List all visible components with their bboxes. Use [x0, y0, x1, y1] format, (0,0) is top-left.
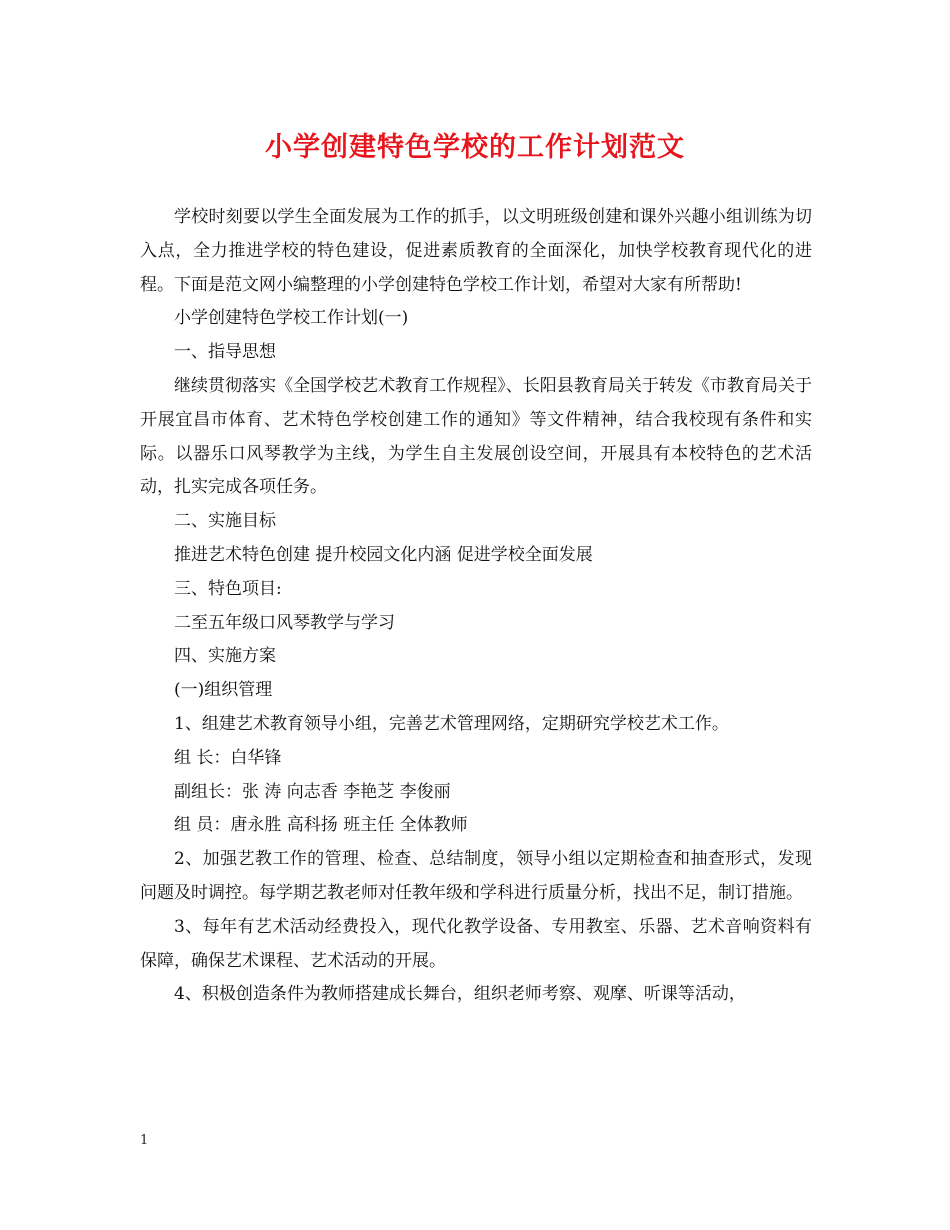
section-heading-guiding-ideology: 一、指导思想: [174, 342, 276, 363]
section-heading-feature-project: 三、特色项目:: [174, 578, 282, 599]
paragraph-item-2: 2、加强艺教工作的管理、检查、总结制度，领导小组以定期检查和抽查形式，发现问题及时调控。每学期艺教老师对任教年级和学科进行质量分析，找出不足，制订措施。: [140, 849, 812, 903]
paragraph-goals: 推进艺术特色创建 提升校园文化内涵 促进学校全面发展: [174, 544, 593, 565]
document-title: 小学创建特色学校的工作计划范文: [265, 132, 685, 163]
section-heading-goals: 二、实施目标: [174, 511, 276, 532]
document-body: [140, 201, 812, 1012]
paragraph-deputy-leaders: 副组长：张 涛 向志香 李艳芝 李俊丽: [174, 781, 451, 802]
section-heading-implementation: 四、实施方案: [174, 646, 276, 667]
paragraph-item-4: 4、积极创造条件为教师搭建成长舞台，组织老师考察、观摩、听课等活动，: [174, 984, 746, 1005]
paragraph-guiding-ideology: 继续贯彻落实《全国学校艺术教育工作规程》、长阳县教育局关于转发《市教育局关于开展宜昌市体育、艺术特色学校创建工作的通知》等文件精神，结合我校现有条件和实际。以器乐口风琴教学为主线，为学生自主发展创设空间，开展具有本校特色的艺术活动，扎实完成各项任务。: [140, 375, 812, 498]
paragraph-members: 组 员：唐永胜 高科扬 班主任 全体教师: [174, 815, 468, 836]
paragraph-intro: 学校时刻要以学生全面发展为工作的抓手，以文明班级创建和课外兴趣小组训练为切入点，全力推进学校的特色建设，促进素质教育的全面深化，加快学校教育现代化的进程。下面是范文网小编整理的小学创建特色学校工作计划，希望对大家有所帮助!: [140, 207, 812, 295]
paragraph-item-3: 3、每年有艺术活动经费投入，现代化教学设备、专用教室、乐器、艺术音响资料有保障，确保艺术课程、艺术活动的开展。: [140, 916, 812, 971]
paragraph-plan-heading: 小学创建特色学校工作计划(一): [174, 308, 409, 329]
page-number: 1: [140, 1133, 149, 1148]
subsection-heading-organization: (一)组织管理: [174, 680, 273, 701]
paragraph-item-1: 1、组建艺术教育领导小组，完善艺术管理网络，定期研究学校艺术工作。: [174, 713, 729, 734]
paragraph-feature-project: 二至五年级口风琴教学与学习: [174, 612, 395, 633]
paragraph-leader: 组 长：白华锋: [174, 747, 282, 768]
